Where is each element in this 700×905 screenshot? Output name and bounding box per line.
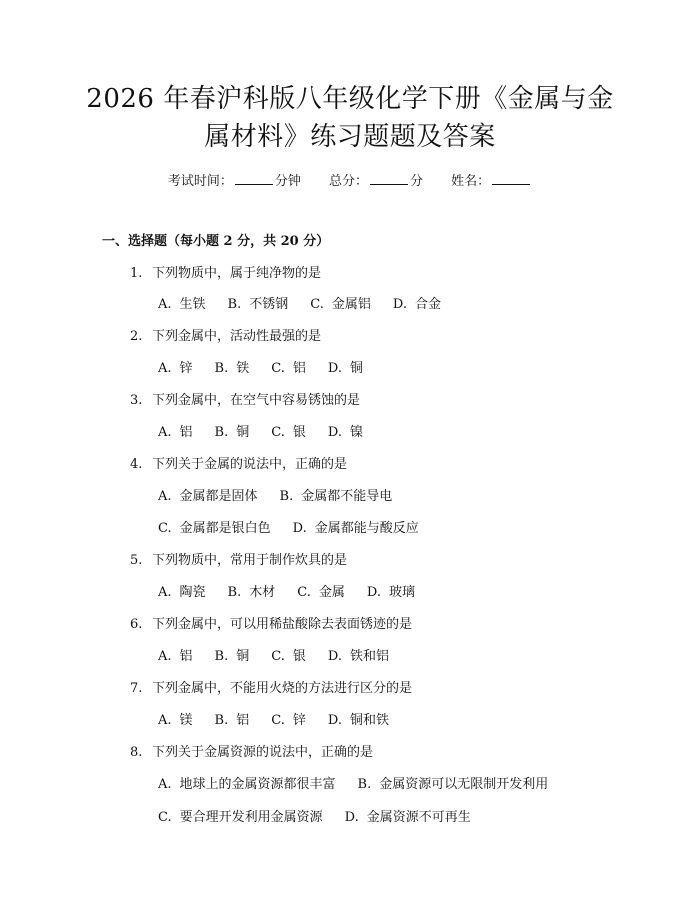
option-letter: A. bbox=[158, 713, 172, 728]
option-text: 金属 bbox=[318, 585, 345, 600]
option-letter: C. bbox=[271, 361, 285, 376]
student-name-blank bbox=[492, 172, 530, 185]
option-text: 铝 bbox=[179, 649, 193, 664]
answer-option[interactable] bbox=[271, 709, 306, 728]
option-letter: D. bbox=[344, 810, 359, 825]
title-line-2: 属材料》练习题题及答案 bbox=[204, 122, 496, 152]
question-5-options bbox=[158, 581, 437, 600]
answer-option[interactable] bbox=[328, 421, 363, 440]
question-text: 下列金属中，活动性最强的是 bbox=[152, 329, 322, 344]
answer-option[interactable] bbox=[215, 421, 250, 440]
option-text: 金属都是银白色 bbox=[179, 521, 271, 536]
answer-option[interactable] bbox=[228, 581, 276, 600]
option-text: 锌 bbox=[179, 361, 193, 376]
answer-option[interactable] bbox=[297, 581, 345, 600]
answer-option[interactable] bbox=[358, 773, 549, 792]
option-letter: D. bbox=[327, 649, 342, 664]
option-text: 生铁 bbox=[179, 297, 206, 312]
document-title bbox=[60, 80, 640, 156]
answer-option[interactable] bbox=[271, 421, 306, 440]
option-text: 铜和铁 bbox=[349, 713, 389, 728]
title-line-1: 2026 年春沪科版八年级化学下册《金属与金 bbox=[86, 84, 614, 114]
option-letter: C. bbox=[158, 521, 172, 536]
answer-option[interactable] bbox=[393, 293, 441, 312]
question-number: 8. bbox=[130, 745, 143, 760]
question-number: 3. bbox=[130, 393, 143, 408]
option-text: 陶瓷 bbox=[179, 585, 206, 600]
option-letter: B. bbox=[357, 777, 372, 792]
option-letter: B. bbox=[214, 361, 229, 376]
question-8-options bbox=[158, 806, 493, 825]
question-5 bbox=[130, 549, 347, 568]
option-letter: A. bbox=[158, 361, 172, 376]
answer-option[interactable] bbox=[215, 357, 250, 376]
option-letter: D. bbox=[292, 521, 307, 536]
answer-option[interactable] bbox=[328, 709, 389, 728]
question-number: 6. bbox=[130, 617, 143, 632]
total-score-unit: 分 bbox=[410, 174, 424, 189]
question-text: 下列物质中，属于纯净物的是 bbox=[152, 266, 322, 281]
question-text: 下列金属中，可以用稀盐酸除去表面锈迹的是 bbox=[152, 617, 413, 632]
exam-meta bbox=[0, 170, 700, 189]
option-letter: D. bbox=[366, 585, 381, 600]
option-text: 铁 bbox=[236, 361, 250, 376]
answer-option[interactable] bbox=[280, 485, 393, 504]
option-letter: D. bbox=[327, 425, 342, 440]
option-text: 锌 bbox=[292, 713, 306, 728]
answer-option[interactable] bbox=[158, 645, 193, 664]
option-text: 银 bbox=[292, 425, 306, 440]
answer-option[interactable] bbox=[158, 485, 258, 504]
option-text: 铜 bbox=[349, 361, 363, 376]
option-letter: C. bbox=[158, 810, 172, 825]
option-letter: B. bbox=[227, 585, 242, 600]
option-letter: D. bbox=[392, 297, 407, 312]
question-8-options bbox=[158, 773, 570, 792]
answer-option[interactable] bbox=[293, 517, 419, 536]
option-text: 铝 bbox=[236, 713, 250, 728]
question-7 bbox=[130, 677, 412, 696]
answer-option[interactable] bbox=[158, 293, 206, 312]
option-text: 金属都能与酸反应 bbox=[314, 521, 419, 536]
option-text: 金属都是固体 bbox=[179, 489, 258, 504]
option-letter: A. bbox=[158, 585, 172, 600]
answer-option[interactable] bbox=[310, 293, 371, 312]
answer-option[interactable] bbox=[158, 806, 323, 825]
student-name bbox=[451, 170, 532, 189]
exam-time-blank bbox=[235, 172, 273, 185]
answer-option[interactable] bbox=[215, 645, 250, 664]
option-letter: C. bbox=[271, 713, 285, 728]
option-letter: D. bbox=[327, 361, 342, 376]
option-text: 镍 bbox=[349, 425, 363, 440]
exam-time bbox=[168, 170, 301, 189]
answer-option[interactable] bbox=[271, 357, 306, 376]
question-2-options bbox=[158, 357, 385, 376]
option-text: 铁和铝 bbox=[349, 649, 389, 664]
option-letter: B. bbox=[214, 649, 229, 664]
option-letter: C. bbox=[310, 297, 324, 312]
answer-option[interactable] bbox=[158, 517, 271, 536]
option-text: 银 bbox=[292, 649, 306, 664]
option-text: 铜 bbox=[236, 425, 250, 440]
answer-option[interactable] bbox=[158, 709, 193, 728]
option-text: 金属铝 bbox=[331, 297, 371, 312]
option-letter: B. bbox=[227, 297, 242, 312]
question-6 bbox=[130, 613, 412, 632]
option-letter: C. bbox=[297, 585, 311, 600]
question-number: 5. bbox=[130, 553, 143, 568]
option-letter: A. bbox=[158, 777, 172, 792]
option-text: 不锈钢 bbox=[249, 297, 289, 312]
answer-option[interactable] bbox=[158, 421, 193, 440]
question-4-options bbox=[158, 517, 441, 536]
answer-option[interactable] bbox=[158, 773, 336, 792]
question-4 bbox=[130, 453, 347, 472]
exam-time-label: 考试时间： bbox=[167, 174, 233, 189]
question-4-options bbox=[158, 485, 414, 504]
question-text: 下列金属中，不能用火烧的方法进行区分的是 bbox=[152, 681, 413, 696]
question-3-options bbox=[158, 421, 385, 440]
answer-option[interactable] bbox=[215, 709, 250, 728]
answer-option[interactable] bbox=[228, 293, 289, 312]
option-text: 镁 bbox=[179, 713, 193, 728]
option-text: 铜 bbox=[236, 649, 250, 664]
question-text: 下列关于金属资源的说法中，正确的是 bbox=[152, 745, 374, 760]
option-text: 木材 bbox=[249, 585, 276, 600]
question-number: 4. bbox=[130, 457, 143, 472]
question-number: 2. bbox=[130, 329, 143, 344]
option-text: 合金 bbox=[414, 297, 441, 312]
question-3 bbox=[130, 389, 360, 408]
question-text: 下列关于金属的说法中，正确的是 bbox=[152, 457, 348, 472]
section-title: 一、选择题（每小题 2 分，共 20 分） bbox=[102, 234, 330, 249]
option-letter: A. bbox=[158, 297, 172, 312]
option-text: 铝 bbox=[179, 425, 193, 440]
question-2 bbox=[130, 325, 321, 344]
student-name-label: 姓名： bbox=[451, 174, 491, 189]
question-7-options bbox=[158, 709, 411, 728]
question-text: 下列金属中，在空气中容易锈蚀的是 bbox=[152, 393, 361, 408]
option-text: 地球上的金属资源都很丰富 bbox=[179, 777, 336, 792]
answer-option[interactable] bbox=[271, 645, 306, 664]
option-letter: A. bbox=[158, 489, 172, 504]
option-letter: C. bbox=[271, 425, 285, 440]
option-letter: A. bbox=[158, 425, 172, 440]
answer-option[interactable] bbox=[367, 581, 415, 600]
question-6-options bbox=[158, 645, 411, 664]
option-letter: B. bbox=[279, 489, 294, 504]
option-letter: B. bbox=[214, 425, 229, 440]
answer-option[interactable] bbox=[158, 357, 193, 376]
option-letter: A. bbox=[158, 649, 172, 664]
option-letter: B. bbox=[214, 713, 229, 728]
total-score-label: 总分： bbox=[328, 174, 368, 189]
question-8 bbox=[130, 741, 373, 760]
answer-option[interactable] bbox=[158, 581, 206, 600]
question-text: 下列物质中，常用于制作炊具的是 bbox=[152, 553, 348, 568]
question-number: 1. bbox=[130, 266, 143, 281]
option-text: 金属资源不可再生 bbox=[366, 810, 471, 825]
option-letter: D. bbox=[327, 713, 342, 728]
total-score bbox=[329, 170, 423, 189]
exam-time-unit: 分钟 bbox=[274, 174, 301, 189]
answer-option[interactable] bbox=[328, 357, 363, 376]
option-text: 金属都不能导电 bbox=[301, 489, 393, 504]
question-number: 7. bbox=[130, 681, 143, 696]
option-text: 铝 bbox=[292, 361, 306, 376]
option-text: 要合理开发利用金属资源 bbox=[179, 810, 323, 825]
question-1 bbox=[130, 262, 321, 281]
total-score-blank bbox=[370, 172, 408, 185]
option-text: 金属资源可以无限制开发利用 bbox=[379, 777, 549, 792]
answer-option[interactable] bbox=[345, 806, 471, 825]
option-letter: C. bbox=[271, 649, 285, 664]
question-1-options bbox=[158, 293, 463, 312]
option-text: 玻璃 bbox=[388, 585, 415, 600]
answer-option[interactable] bbox=[328, 645, 389, 664]
